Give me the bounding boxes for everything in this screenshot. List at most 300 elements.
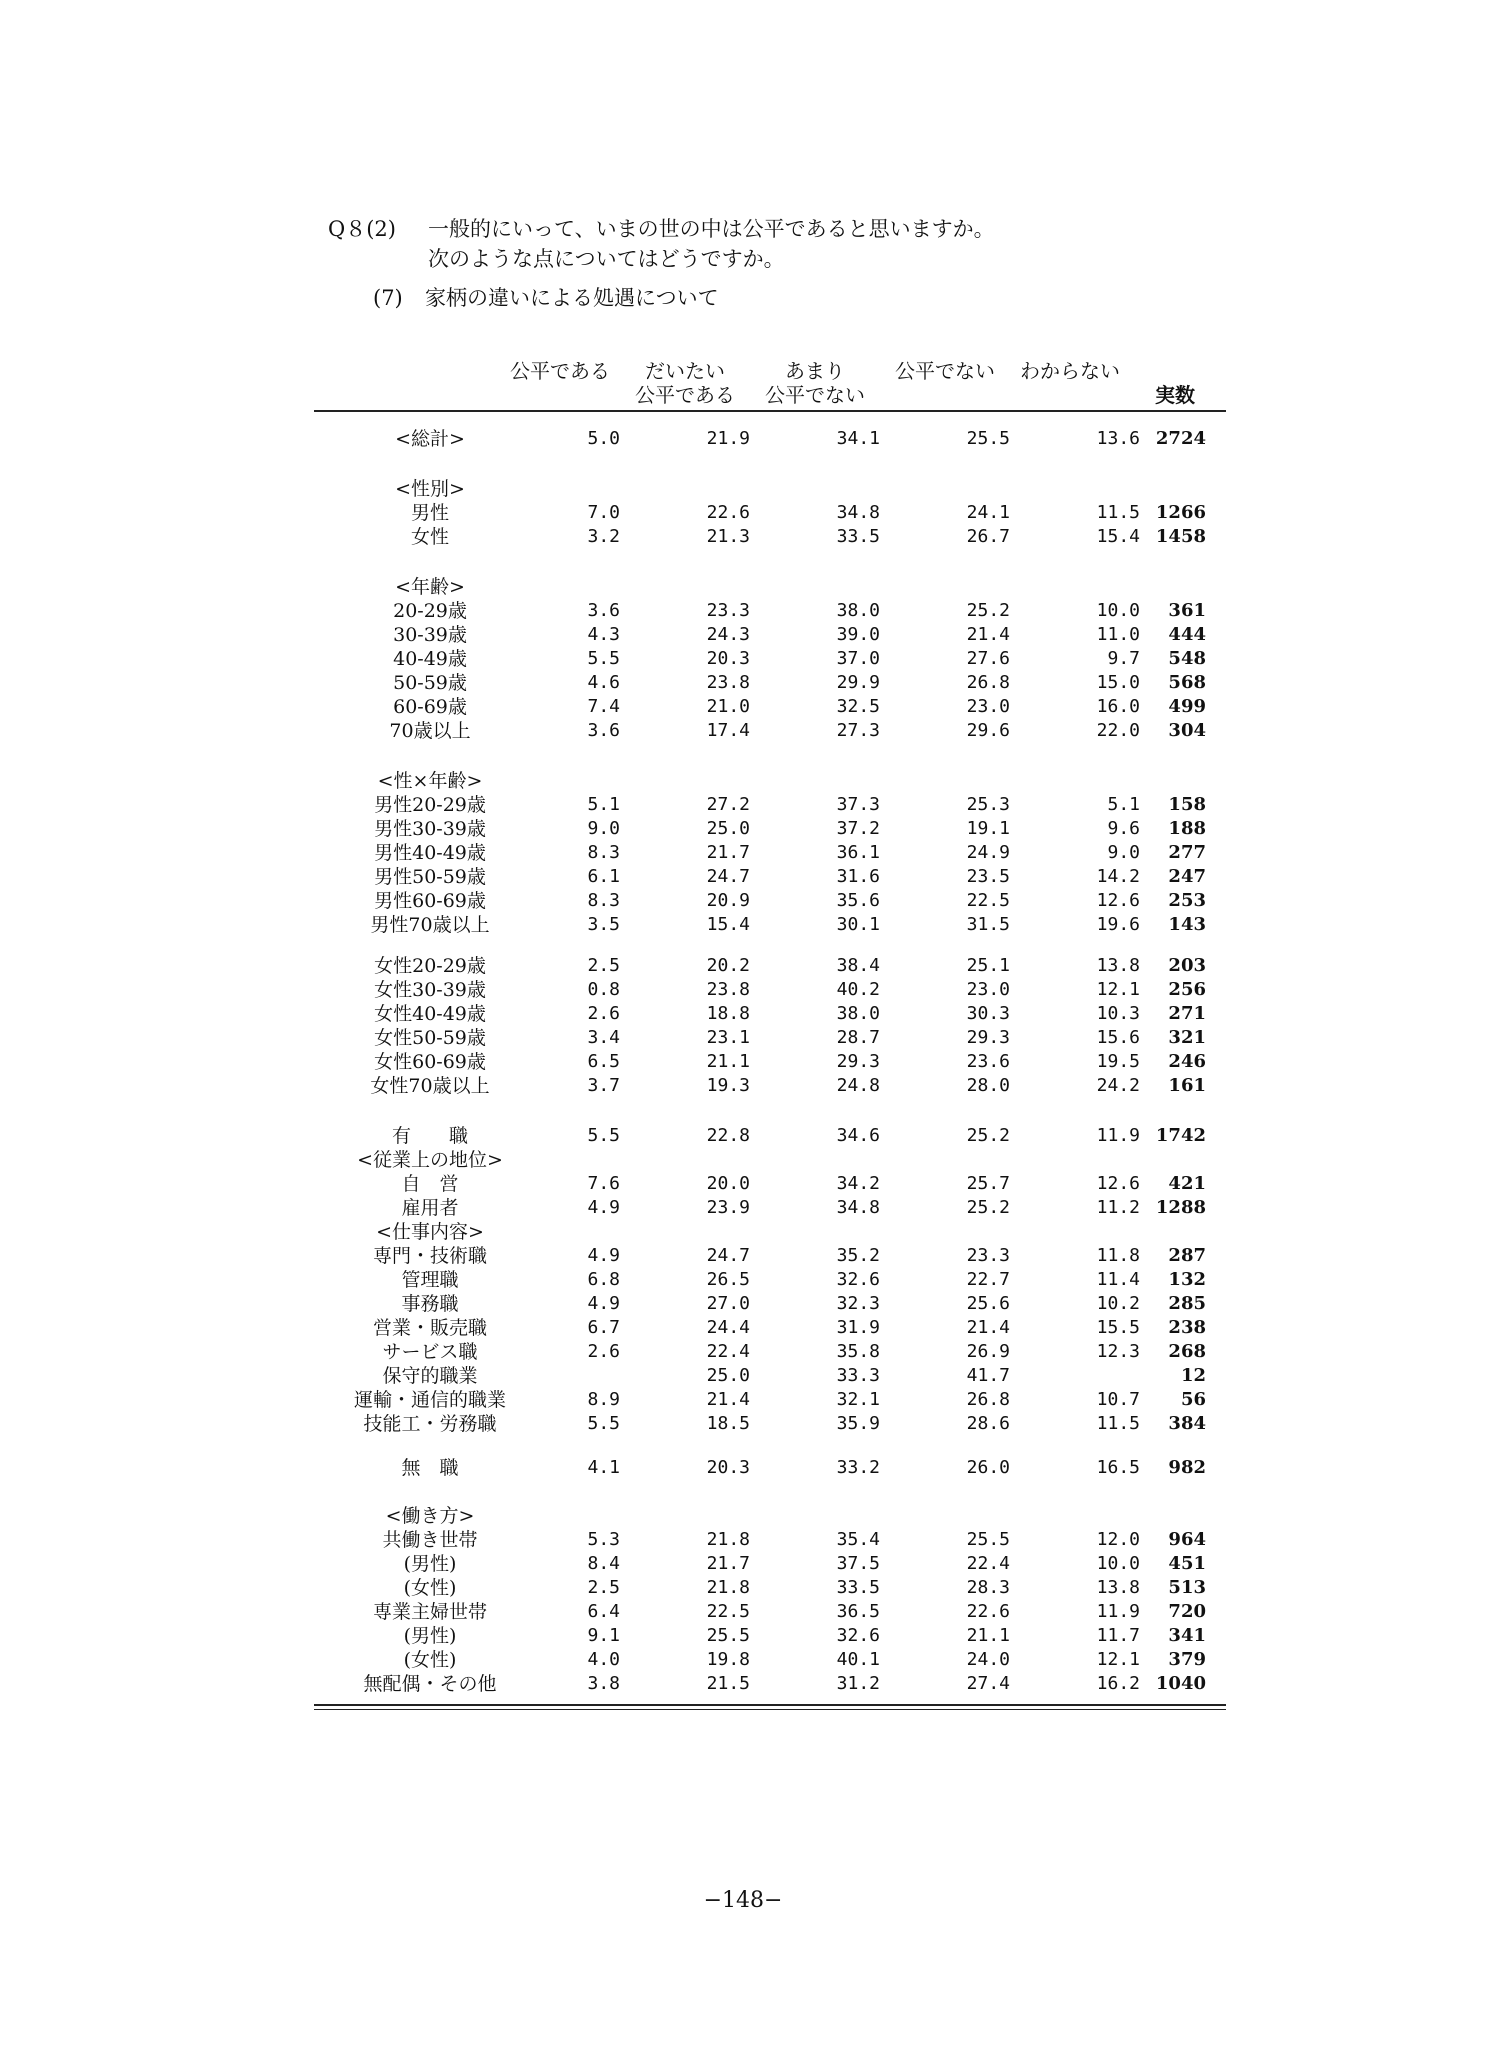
- cell-value: 21.5: [706, 1673, 750, 1694]
- table-row: [0, 1504, 1486, 1528]
- table-row: [0, 841, 1486, 865]
- cell-count: 158: [1168, 794, 1206, 815]
- cell-value: 2.5: [587, 955, 620, 976]
- row-label: 専業主婦世帯: [372, 1601, 487, 1623]
- row-label: 共働き世帯: [382, 1529, 478, 1551]
- cell-count: 548: [1168, 648, 1206, 669]
- cell-count: 287: [1168, 1245, 1206, 1266]
- table-row: [0, 1002, 1486, 1026]
- row-label: 30-39歳: [393, 624, 467, 646]
- col-header-5-line1: わからない: [1020, 359, 1120, 383]
- cell-value: 16.2: [1096, 1673, 1140, 1694]
- cell-value: 9.0: [1107, 842, 1140, 863]
- cell-value: 5.0: [587, 428, 620, 449]
- row-label: 20-29歳: [393, 600, 467, 622]
- table-row: [0, 1552, 1486, 1576]
- cell-count: 246: [1168, 1051, 1206, 1072]
- cell-count: 964: [1168, 1529, 1206, 1550]
- row-label: 営業・販売職: [372, 1317, 487, 1339]
- cell-value: 23.3: [706, 600, 750, 621]
- cell-count: 12: [1180, 1365, 1206, 1386]
- row-label: <性別>: [395, 478, 465, 500]
- cell-value: 5.1: [587, 794, 620, 815]
- row-label: 保守的職業: [382, 1365, 478, 1387]
- cell-value: 21.7: [706, 1553, 750, 1574]
- cell-count: 1288: [1155, 1197, 1206, 1218]
- cell-value: 34.1: [836, 428, 880, 449]
- row-label: (女性): [403, 1649, 457, 1671]
- cell-value: 34.8: [836, 1197, 880, 1218]
- header-rule: [314, 410, 1226, 412]
- cell-value: 20.0: [706, 1173, 750, 1194]
- table-row: [0, 1292, 1486, 1316]
- row-label: 男性50-59歳: [374, 866, 486, 888]
- cell-count: 1266: [1155, 502, 1206, 523]
- cell-value: 23.0: [966, 696, 1010, 717]
- cell-value: 28.3: [966, 1577, 1010, 1598]
- cell-value: 9.1: [587, 1625, 620, 1646]
- bottom-rule-1: [314, 1704, 1226, 1706]
- cell-value: 35.6: [836, 890, 880, 911]
- table-row: [0, 647, 1486, 671]
- table-row: [0, 1576, 1486, 1600]
- cell-value: 20.9: [706, 890, 750, 911]
- cell-value: 25.5: [706, 1625, 750, 1646]
- cell-value: 29.9: [836, 672, 880, 693]
- cell-value: 41.7: [966, 1365, 1010, 1386]
- cell-value: 34.8: [836, 502, 880, 523]
- cell-value: 25.5: [966, 1529, 1010, 1550]
- cell-value: 23.6: [966, 1051, 1010, 1072]
- cell-value: 10.2: [1096, 1293, 1140, 1314]
- question-text-line2: 次のような点についてはどうですか。: [428, 247, 785, 271]
- table-row: [0, 1196, 1486, 1220]
- table-row: [0, 1148, 1486, 1172]
- cell-value: 24.0: [966, 1649, 1010, 1670]
- cell-value: 31.6: [836, 866, 880, 887]
- row-label: <年齢>: [395, 576, 465, 598]
- cell-value: 29.6: [966, 720, 1010, 741]
- cell-count: 1040: [1155, 1673, 1206, 1694]
- cell-value: 31.9: [836, 1317, 880, 1338]
- cell-value: 3.5: [587, 914, 620, 935]
- cell-value: 26.9: [966, 1341, 1010, 1362]
- cell-value: 11.2: [1096, 1197, 1140, 1218]
- col-header-5: [1010, 359, 1130, 383]
- row-label: 無配偶・その他: [363, 1673, 497, 1695]
- cell-value: 21.9: [706, 428, 750, 449]
- cell-count: 285: [1168, 1293, 1206, 1314]
- cell-value: 25.7: [966, 1173, 1010, 1194]
- row-label: 60-69歳: [393, 696, 467, 718]
- row-label: 女性40-49歳: [374, 1003, 486, 1025]
- col-header-4: [885, 359, 1005, 383]
- cell-count: 238: [1168, 1317, 1206, 1338]
- table-row: [0, 1340, 1486, 1364]
- cell-value: 36.5: [836, 1601, 880, 1622]
- cell-value: 30.1: [836, 914, 880, 935]
- cell-value: 32.5: [836, 696, 880, 717]
- cell-value: 24.7: [706, 1245, 750, 1266]
- row-label: 技能工・労務職: [363, 1413, 497, 1435]
- cell-value: 12.1: [1096, 979, 1140, 1000]
- cell-value: 38.0: [836, 600, 880, 621]
- cell-value: 9.0: [587, 818, 620, 839]
- cell-value: 15.5: [1096, 1317, 1140, 1338]
- row-label: 有 職: [391, 1125, 468, 1147]
- col-header-2-line2: 公平である: [635, 383, 735, 407]
- cell-value: 37.5: [836, 1553, 880, 1574]
- cell-value: 15.4: [1096, 526, 1140, 547]
- table-row: [0, 427, 1486, 451]
- cell-value: 22.6: [706, 502, 750, 523]
- cell-value: 27.0: [706, 1293, 750, 1314]
- cell-value: 2.5: [587, 1577, 620, 1598]
- row-label: 女性20-29歳: [374, 955, 486, 977]
- row-label: 男性30-39歳: [374, 818, 486, 840]
- cell-value: 13.8: [1096, 1577, 1140, 1598]
- cell-value: 40.2: [836, 979, 880, 1000]
- table-row: [0, 1172, 1486, 1196]
- row-label: 女性: [410, 526, 449, 548]
- cell-value: 22.0: [1096, 720, 1140, 741]
- cell-value: 0.8: [587, 979, 620, 1000]
- cell-count: 379: [1168, 1649, 1206, 1670]
- table-row: [0, 1124, 1486, 1148]
- row-label: <働き方>: [385, 1505, 475, 1527]
- bottom-rule-2: [314, 1709, 1226, 1710]
- cell-value: 11.5: [1096, 502, 1140, 523]
- cell-value: 16.0: [1096, 696, 1140, 717]
- cell-value: 32.6: [836, 1625, 880, 1646]
- cell-value: 34.2: [836, 1173, 880, 1194]
- cell-value: 12.3: [1096, 1341, 1140, 1362]
- cell-count: 321: [1168, 1027, 1206, 1048]
- cell-value: 11.8: [1096, 1245, 1140, 1266]
- table-row: [0, 1412, 1486, 1436]
- cell-count: 421: [1168, 1173, 1206, 1194]
- cell-value: 3.8: [587, 1673, 620, 1694]
- cell-value: 19.6: [1096, 914, 1140, 935]
- cell-value: 38.4: [836, 955, 880, 976]
- cell-value: 40.1: [836, 1649, 880, 1670]
- cell-count: 2724: [1155, 428, 1206, 449]
- cell-value: 21.7: [706, 842, 750, 863]
- cell-value: 21.1: [966, 1625, 1010, 1646]
- cell-count: 384: [1168, 1413, 1206, 1434]
- row-label: 男性20-29歳: [374, 794, 486, 816]
- cell-value: 25.0: [706, 1365, 750, 1386]
- table-row: [0, 865, 1486, 889]
- table-row: [0, 793, 1486, 817]
- cell-value: 24.3: [706, 624, 750, 645]
- col-header-3: [755, 359, 875, 407]
- cell-value: 8.9: [587, 1389, 620, 1410]
- table-row: [0, 1316, 1486, 1340]
- cell-value: 24.1: [966, 502, 1010, 523]
- cell-value: 4.9: [587, 1197, 620, 1218]
- cell-value: 11.0: [1096, 624, 1140, 645]
- cell-value: 28.0: [966, 1075, 1010, 1096]
- row-label: 自 営: [401, 1173, 459, 1195]
- cell-value: 37.3: [836, 794, 880, 815]
- cell-value: 22.4: [706, 1341, 750, 1362]
- cell-value: 33.5: [836, 526, 880, 547]
- col-header-n-label: 実数: [1155, 383, 1195, 407]
- cell-count: 341: [1168, 1625, 1206, 1646]
- cell-value: 6.7: [587, 1317, 620, 1338]
- cell-value: 21.8: [706, 1577, 750, 1598]
- cell-value: 2.6: [587, 1003, 620, 1024]
- cell-value: 23.3: [966, 1245, 1010, 1266]
- cell-count: 132: [1168, 1269, 1206, 1290]
- cell-value: 33.5: [836, 1577, 880, 1598]
- row-label: 運輸・通信的職業: [353, 1389, 506, 1411]
- cell-value: 38.0: [836, 1003, 880, 1024]
- row-label: 女性70歳以上: [370, 1075, 490, 1097]
- cell-count: 568: [1168, 672, 1206, 693]
- cell-value: 3.4: [587, 1027, 620, 1048]
- cell-value: 11.5: [1096, 1413, 1140, 1434]
- cell-count: 253: [1168, 890, 1206, 911]
- cell-value: 10.7: [1096, 1389, 1140, 1410]
- cell-value: 25.3: [966, 794, 1010, 815]
- question-text: [428, 214, 995, 274]
- question-number: Q８(2): [328, 217, 396, 241]
- cell-value: 33.3: [836, 1365, 880, 1386]
- cell-value: 35.8: [836, 1341, 880, 1362]
- cell-value: 20.2: [706, 955, 750, 976]
- cell-value: 18.8: [706, 1003, 750, 1024]
- row-label: <性×年齢>: [377, 770, 483, 792]
- col-header-n: [1140, 383, 1210, 407]
- page-number: −148−: [703, 1888, 783, 1913]
- table-row: [0, 954, 1486, 978]
- cell-count: 1458: [1155, 526, 1206, 547]
- col-header-2-line1: だいたい: [645, 359, 725, 383]
- cell-value: 6.5: [587, 1051, 620, 1072]
- cell-value: 7.0: [587, 502, 620, 523]
- row-label: 男性: [410, 502, 449, 524]
- row-label: (男性): [403, 1625, 457, 1647]
- cell-value: 37.0: [836, 648, 880, 669]
- cell-value: 22.8: [706, 1125, 750, 1146]
- cell-value: 30.3: [966, 1003, 1010, 1024]
- cell-value: 11.9: [1096, 1125, 1140, 1146]
- cell-count: 256: [1168, 979, 1206, 1000]
- cell-value: 31.5: [966, 914, 1010, 935]
- table-row: [0, 1220, 1486, 1244]
- row-label: 40-49歳: [393, 648, 467, 670]
- cell-value: 27.3: [836, 720, 880, 741]
- cell-value: 19.3: [706, 1075, 750, 1096]
- table-row: [0, 769, 1486, 793]
- row-label: 雇用者: [401, 1197, 459, 1219]
- table-row: [0, 1026, 1486, 1050]
- cell-value: 11.4: [1096, 1269, 1140, 1290]
- cell-value: 5.5: [587, 1413, 620, 1434]
- cell-value: 34.6: [836, 1125, 880, 1146]
- cell-value: 27.6: [966, 648, 1010, 669]
- table-row: [0, 1528, 1486, 1552]
- cell-count: 143: [1168, 914, 1206, 935]
- table-row: [0, 623, 1486, 647]
- cell-count: 444: [1168, 624, 1206, 645]
- cell-value: 2.6: [587, 1341, 620, 1362]
- cell-value: 6.1: [587, 866, 620, 887]
- table-row: [0, 1648, 1486, 1672]
- cell-value: 26.7: [966, 526, 1010, 547]
- cell-value: 3.6: [587, 600, 620, 621]
- cell-value: 35.4: [836, 1529, 880, 1550]
- row-label: 無 職: [401, 1457, 459, 1479]
- cell-value: 20.3: [706, 1457, 750, 1478]
- row-label: 男性60-69歳: [374, 890, 486, 912]
- table-row: [0, 1074, 1486, 1098]
- col-header-4-line1: 公平でない: [895, 359, 995, 383]
- cell-value: 12.0: [1096, 1529, 1140, 1550]
- cell-value: 21.3: [706, 526, 750, 547]
- cell-value: 35.2: [836, 1245, 880, 1266]
- row-label: <仕事内容>: [376, 1221, 484, 1243]
- cell-value: 6.4: [587, 1601, 620, 1622]
- cell-value: 11.7: [1096, 1625, 1140, 1646]
- subquestion: [373, 282, 719, 312]
- cell-value: 22.5: [966, 890, 1010, 911]
- row-label: <総計>: [395, 428, 465, 450]
- table-row: [0, 913, 1486, 937]
- cell-value: 23.1: [706, 1027, 750, 1048]
- cell-value: 19.8: [706, 1649, 750, 1670]
- cell-value: 8.3: [587, 842, 620, 863]
- cell-value: 19.5: [1096, 1051, 1140, 1072]
- cell-value: 25.1: [966, 955, 1010, 976]
- cell-count: 451: [1168, 1553, 1206, 1574]
- cell-value: 21.4: [966, 624, 1010, 645]
- cell-value: 3.2: [587, 526, 620, 547]
- cell-count: 271: [1168, 1003, 1206, 1024]
- cell-value: 23.0: [966, 979, 1010, 1000]
- table-row: [0, 575, 1486, 599]
- cell-value: 10.0: [1096, 600, 1140, 621]
- cell-value: 7.4: [587, 696, 620, 717]
- cell-value: 4.9: [587, 1293, 620, 1314]
- cell-count: 203: [1168, 955, 1206, 976]
- col-header-1: [500, 359, 620, 383]
- row-label: <従業上の地位>: [357, 1149, 503, 1171]
- cell-value: 27.4: [966, 1673, 1010, 1694]
- cell-value: 21.8: [706, 1529, 750, 1550]
- cell-value: 25.0: [706, 818, 750, 839]
- cell-value: 12.1: [1096, 1649, 1140, 1670]
- subquestion-number: (7): [373, 286, 403, 310]
- table-row: [0, 889, 1486, 913]
- cell-value: 23.8: [706, 672, 750, 693]
- cell-count: 499: [1168, 696, 1206, 717]
- cell-value: 4.3: [587, 624, 620, 645]
- cell-value: 17.4: [706, 720, 750, 741]
- cell-value: 21.4: [966, 1317, 1010, 1338]
- row-label: (女性): [403, 1577, 457, 1599]
- cell-value: 24.7: [706, 866, 750, 887]
- table-row: [0, 1388, 1486, 1412]
- cell-value: 13.8: [1096, 955, 1140, 976]
- row-label: (男性): [403, 1553, 457, 1575]
- cell-count: 56: [1180, 1389, 1206, 1410]
- cell-value: 19.1: [966, 818, 1010, 839]
- row-label: 専門・技術職: [372, 1245, 487, 1267]
- row-label: 事務職: [401, 1293, 459, 1315]
- cell-value: 21.0: [706, 696, 750, 717]
- cell-value: 32.6: [836, 1269, 880, 1290]
- row-label: サービス職: [382, 1341, 478, 1363]
- table-row: [0, 501, 1486, 525]
- cell-value: 4.9: [587, 1245, 620, 1266]
- table-row: [0, 1456, 1486, 1480]
- cell-count: 277: [1168, 842, 1206, 863]
- cell-value: 33.2: [836, 1457, 880, 1478]
- cell-value: 18.5: [706, 1413, 750, 1434]
- col-header-3-line2: 公平でない: [765, 383, 865, 407]
- row-label: 女性60-69歳: [374, 1051, 486, 1073]
- cell-value: 26.0: [966, 1457, 1010, 1478]
- col-header-2: [625, 359, 745, 407]
- row-label: 女性30-39歳: [374, 979, 486, 1001]
- cell-value: 5.1: [1107, 794, 1140, 815]
- cell-value: 22.4: [966, 1553, 1010, 1574]
- row-label: 管理職: [401, 1269, 459, 1291]
- cell-value: 32.1: [836, 1389, 880, 1410]
- cell-value: 24.8: [836, 1075, 880, 1096]
- cell-value: 23.8: [706, 979, 750, 1000]
- cell-value: 10.0: [1096, 1553, 1140, 1574]
- cell-count: 1742: [1155, 1125, 1206, 1146]
- cell-count: 513: [1168, 1577, 1206, 1598]
- cell-value: 26.5: [706, 1269, 750, 1290]
- cell-value: 3.6: [587, 720, 620, 741]
- cell-value: 24.2: [1096, 1075, 1140, 1096]
- table-row: [0, 477, 1486, 501]
- cell-value: 23.9: [706, 1197, 750, 1218]
- cell-value: 26.8: [966, 672, 1010, 693]
- cell-value: 37.2: [836, 818, 880, 839]
- cell-value: 27.2: [706, 794, 750, 815]
- cell-value: 12.6: [1096, 1173, 1140, 1194]
- cell-value: 25.2: [966, 1197, 1010, 1218]
- cell-value: 4.1: [587, 1457, 620, 1478]
- cell-value: 16.5: [1096, 1457, 1140, 1478]
- cell-value: 23.5: [966, 866, 1010, 887]
- cell-value: 29.3: [966, 1027, 1010, 1048]
- cell-value: 15.0: [1096, 672, 1140, 693]
- cell-value: 3.7: [587, 1075, 620, 1096]
- table-row: [0, 525, 1486, 549]
- cell-count: 361: [1168, 600, 1206, 621]
- cell-value: 22.7: [966, 1269, 1010, 1290]
- table-row: [0, 978, 1486, 1002]
- table-row: [0, 695, 1486, 719]
- cell-value: 10.3: [1096, 1003, 1140, 1024]
- cell-count: 268: [1168, 1341, 1206, 1362]
- cell-value: 25.6: [966, 1293, 1010, 1314]
- col-header-1-line1: 公平である: [510, 359, 610, 383]
- cell-value: 14.2: [1096, 866, 1140, 887]
- cell-value: 15.4: [706, 914, 750, 935]
- cell-value: 21.1: [706, 1051, 750, 1072]
- cell-count: 161: [1168, 1075, 1206, 1096]
- cell-value: 22.5: [706, 1601, 750, 1622]
- cell-value: 7.6: [587, 1173, 620, 1194]
